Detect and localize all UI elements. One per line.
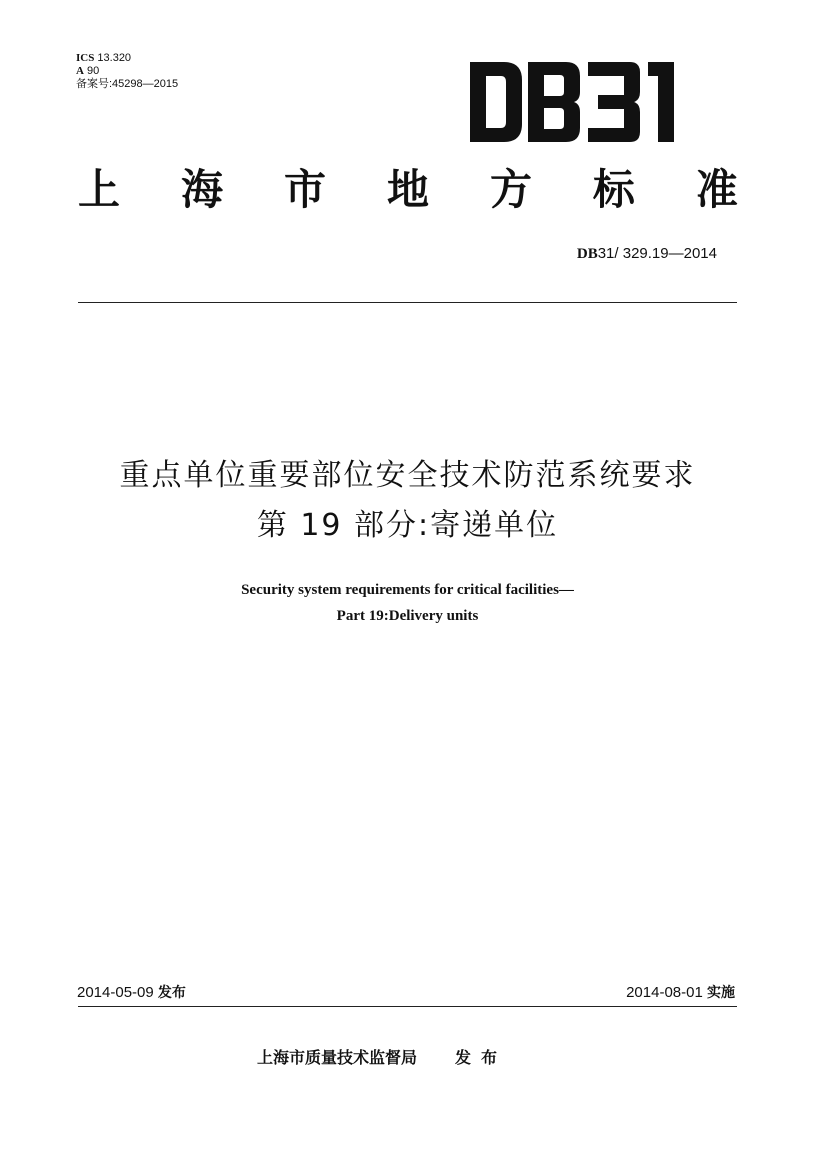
standard-type-char: 海 [180, 165, 223, 214]
ics-value: 13.320 [97, 52, 132, 64]
top-divider [78, 302, 737, 303]
issuer-verb: 发布 [455, 1048, 508, 1067]
logo-letter-b [528, 62, 580, 142]
ics-label: ICS [76, 52, 95, 64]
logo-digit-1 [648, 62, 674, 142]
implementation-date-verb: 实施 [707, 985, 735, 1001]
logo-letter-d [470, 62, 522, 142]
standard-type-char: 地 [386, 165, 429, 214]
issue-date-verb: 发布 [157, 985, 186, 1001]
logo-digit-3 [588, 62, 640, 142]
bottom-divider [78, 1006, 737, 1007]
standard-type-char: 市 [283, 165, 326, 214]
class-line [76, 65, 178, 78]
english-title-line-2: Part 19:Delivery units [336, 608, 479, 624]
chinese-title-line-1: 重点单位重要部位安全技术防范系统要求 [119, 458, 696, 493]
class-label: A [76, 65, 84, 77]
standard-number-prefix: DB [576, 246, 598, 262]
standard-number-rest: 31/ 329.19—2014 [597, 245, 717, 262]
standard-type-char: 准 [695, 165, 738, 214]
standard-type-char: 标 [592, 165, 635, 214]
class-value: 90 [87, 65, 100, 77]
standard-type-heading [78, 160, 738, 220]
implementation-date-value: 2014-08-01 [626, 984, 703, 1001]
issue-date [77, 983, 186, 1003]
db31-logo [470, 62, 692, 142]
issuing-authority [257, 1047, 507, 1069]
implementation-date [626, 983, 735, 1003]
filing-label: 备案号 [76, 78, 109, 90]
classification-block [76, 52, 178, 91]
standard-type-char: 方 [489, 165, 532, 214]
chinese-title-line-2: 第 19 部分:寄递单位 [256, 508, 559, 543]
english-title-line-1: Security system requirements for critical facilities— [241, 582, 574, 598]
filing-value: :45298—2015 [109, 78, 179, 90]
standard-type-char: 上 [78, 165, 121, 214]
issuer-name: 上海市质量技术监督局 [257, 1048, 418, 1067]
filing-line [76, 78, 178, 91]
issue-date-value: 2014-05-09 [77, 984, 154, 1001]
standard-number [577, 244, 717, 264]
ics-line [76, 52, 178, 65]
